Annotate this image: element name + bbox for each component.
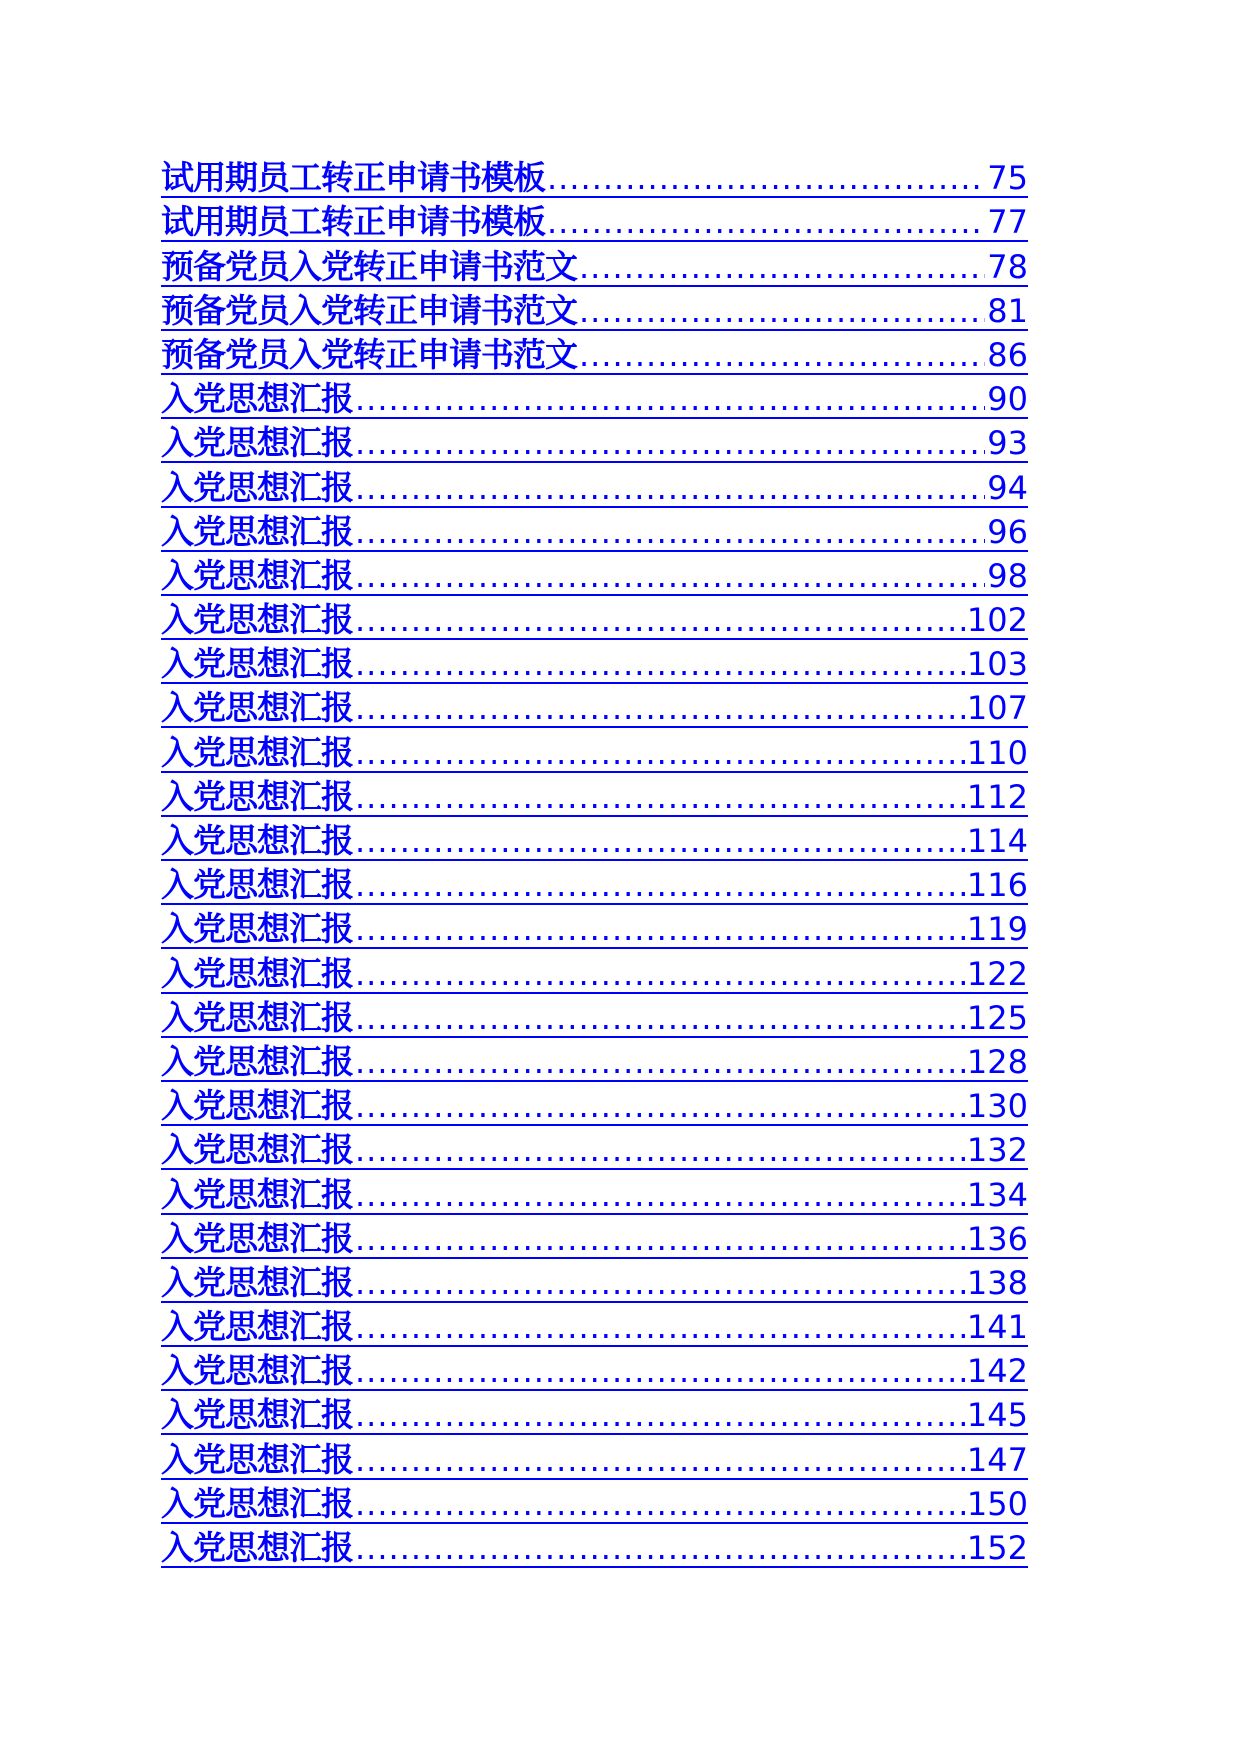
toc-dot-leader [355,1090,965,1122]
toc-entry-page-number: 86 [987,335,1028,374]
toc-entry-title: 入党思想汇报 [161,1307,353,1347]
toc-entry-title: 入党思想汇报 [161,997,353,1037]
toc-dot-leader [355,383,985,415]
toc-entry-link[interactable] [161,1170,1028,1214]
toc-entry-title: 入党思想汇报 [161,1174,353,1214]
toc-entry-link[interactable] [161,1480,1028,1524]
toc-dot-leader [355,1532,965,1564]
toc-dot-leader [579,251,985,283]
toc-entry-page-number: 75 [987,159,1028,198]
toc-entry-title: 入党思想汇报 [161,467,353,507]
toc-entry-link[interactable] [161,949,1028,993]
toc-entry-title: 入党思想汇报 [161,1439,353,1479]
toc-entry-title: 入党思想汇报 [161,1528,353,1567]
toc-entry-link[interactable] [161,198,1028,242]
toc-dot-leader [355,781,965,813]
toc-dot-leader [547,162,985,194]
toc-entry-link[interactable] [161,905,1028,949]
toc-entry-page-number: 141 [966,1308,1028,1347]
toc-dot-leader [355,560,985,592]
toc-dot-leader [355,472,985,504]
toc-entry-link[interactable] [161,508,1028,552]
toc-entry-page-number: 90 [987,380,1028,419]
toc-entry-title: 入党思想汇报 [161,821,353,860]
toc-entry-title: 入党思想汇报 [161,555,353,595]
toc-entry-title: 试用期员工转正申请书模板 [161,158,545,198]
toc-entry-page-number: 103 [966,645,1028,684]
toc-entry-link[interactable] [161,596,1028,640]
toc-entry-link[interactable] [161,1215,1028,1259]
toc-dot-leader [355,692,965,724]
toc-entry-title: 试用期员工转正申请书模板 [161,202,545,242]
toc-dot-leader [355,1399,965,1431]
toc-entry-page-number: 152 [966,1529,1028,1567]
toc-entry-page-number: 122 [966,954,1028,993]
toc-entry-title: 入党思想汇报 [161,1483,353,1523]
toc-entry-link[interactable] [161,1347,1028,1391]
toc-dot-leader [355,516,985,548]
toc-entry-link[interactable] [161,154,1028,198]
toc-entry-page-number: 77 [987,203,1028,242]
toc-entry-title: 入党思想汇报 [161,644,353,684]
toc-dot-leader [355,1311,965,1343]
toc-entry-page-number: 145 [966,1396,1028,1435]
table-of-contents [161,154,1028,1568]
toc-entry-title: 入党思想汇报 [161,1395,353,1435]
toc-entry-link[interactable] [161,861,1028,905]
toc-entry-page-number: 110 [966,733,1028,772]
toc-dot-leader [355,1046,965,1078]
toc-dot-leader [355,1444,965,1476]
toc-entry-link[interactable] [161,684,1028,728]
toc-entry-title: 入党思想汇报 [161,776,353,816]
toc-entry-page-number: 98 [987,556,1028,595]
toc-entry-title: 入党思想汇报 [161,1041,353,1081]
toc-entry-title: 入党思想汇报 [161,511,353,551]
toc-entry-link[interactable] [161,1038,1028,1082]
toc-entry-page-number: 125 [966,998,1028,1037]
toc-entry-page-number: 128 [966,1042,1028,1081]
toc-entry-link[interactable] [161,773,1028,817]
toc-entry-title: 预备党员入党转正申请书范文 [161,246,577,286]
toc-dot-leader [579,295,985,327]
toc-dot-leader [355,913,965,945]
toc-entry-link[interactable] [161,331,1028,375]
toc-entry-page-number: 112 [966,777,1028,816]
toc-dot-leader [355,825,965,857]
toc-entry-title: 预备党员入党转正申请书范文 [161,290,577,330]
toc-entry-page-number: 142 [966,1352,1028,1391]
toc-dot-leader [355,1179,965,1211]
toc-entry-link[interactable] [161,375,1028,419]
toc-entry-page-number: 136 [966,1219,1028,1258]
toc-dot-leader [579,339,985,371]
toc-entry-link[interactable] [161,728,1028,772]
toc-entry-page-number: 138 [966,1263,1028,1302]
toc-dot-leader [355,1488,965,1520]
toc-entry-link[interactable] [161,1082,1028,1126]
toc-entry-title: 入党思想汇报 [161,732,353,772]
toc-entry-page-number: 134 [966,1175,1028,1214]
toc-entry-title: 入党思想汇报 [161,1351,353,1391]
toc-entry-title: 入党思想汇报 [161,423,353,463]
toc-entry-page-number: 119 [966,910,1028,949]
toc-dot-leader [355,1002,965,1034]
toc-entry-page-number: 147 [966,1440,1028,1479]
toc-entry-page-number: 81 [987,291,1028,330]
toc-entry-title: 入党思想汇报 [161,1262,353,1302]
toc-entry-page-number: 132 [966,1131,1028,1170]
toc-entry-title: 入党思想汇报 [161,865,353,905]
toc-entry-page-number: 114 [966,822,1028,860]
toc-entry-link[interactable] [161,1126,1028,1170]
toc-entry-link[interactable] [161,817,1028,861]
toc-entry-link[interactable] [161,1259,1028,1303]
toc-entry-link[interactable] [161,1303,1028,1347]
toc-entry-link[interactable] [161,1524,1028,1568]
toc-entry-page-number: 78 [987,247,1028,286]
toc-entry-title: 入党思想汇报 [161,379,353,419]
toc-dot-leader [355,1223,965,1255]
toc-entry-title: 预备党员入党转正申请书范文 [161,334,577,374]
toc-entry-page-number: 150 [966,1484,1028,1523]
toc-entry-title: 入党思想汇报 [161,1218,353,1258]
toc-dot-leader [355,737,965,769]
toc-entry-page-number: 93 [987,424,1028,463]
toc-entry-title: 入党思想汇报 [161,953,353,993]
toc-entry-title: 入党思想汇报 [161,1130,353,1170]
toc-entry-page-number: 94 [987,468,1028,507]
toc-entry-title: 入党思想汇报 [161,600,353,640]
toc-entry-link[interactable] [161,242,1028,286]
toc-entry-link[interactable] [161,994,1028,1038]
toc-dot-leader [355,869,965,901]
toc-dot-leader [355,1134,965,1166]
toc-entry-link[interactable] [161,287,1028,331]
toc-entry-link[interactable] [161,552,1028,596]
toc-dot-leader [547,206,985,238]
toc-dot-leader [355,1355,965,1387]
toc-entry-title: 入党思想汇报 [161,688,353,728]
toc-entry-page-number: 130 [966,1087,1028,1126]
toc-entry-link[interactable] [161,463,1028,507]
toc-dot-leader [355,958,965,990]
toc-dot-leader [355,604,965,636]
toc-entry-title: 入党思想汇报 [161,1086,353,1126]
toc-entry-link[interactable] [161,1391,1028,1435]
toc-entry-link[interactable] [161,1435,1028,1479]
toc-entry-page-number: 107 [966,689,1028,728]
toc-entry-page-number: 116 [966,866,1028,905]
toc-dot-leader [355,648,965,680]
toc-entry-link[interactable] [161,640,1028,684]
toc-entry-title: 入党思想汇报 [161,909,353,949]
toc-entry-link[interactable] [161,419,1028,463]
toc-entry-page-number: 102 [966,601,1028,640]
toc-dot-leader [355,1267,965,1299]
toc-entry-page-number: 96 [987,512,1028,551]
toc-dot-leader [355,427,985,459]
